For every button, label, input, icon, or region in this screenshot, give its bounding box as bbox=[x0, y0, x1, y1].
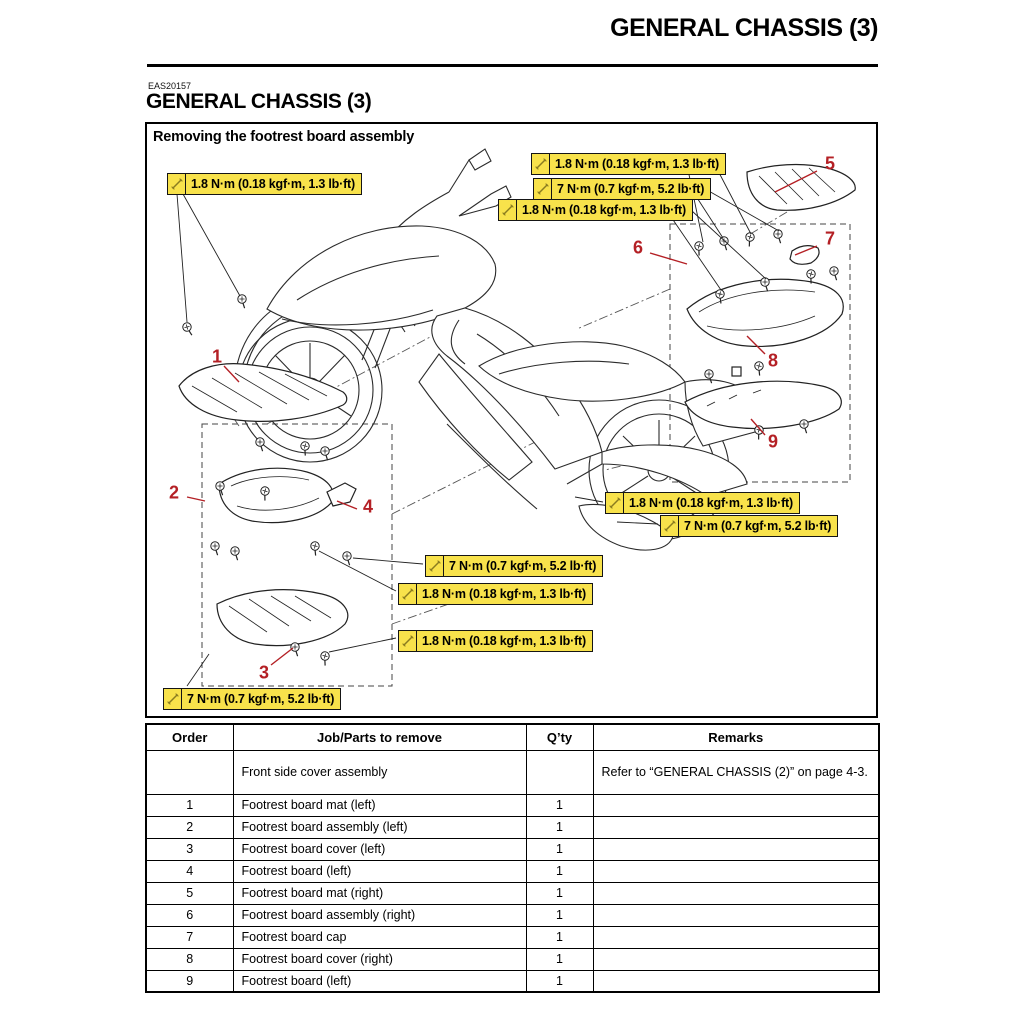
cell-remarks bbox=[593, 948, 879, 970]
cell-qty: 1 bbox=[526, 860, 593, 882]
header-rule bbox=[147, 64, 878, 67]
cell-job: Footrest board assembly (right) bbox=[233, 904, 526, 926]
torque-text: 1.8 N·m (0.18 kgf·m, 1.3 lb·ft) bbox=[191, 177, 355, 191]
table-row bbox=[146, 838, 879, 860]
wrench-icon bbox=[399, 631, 417, 651]
cell-job: Footrest board mat (right) bbox=[233, 882, 526, 904]
table-header-row bbox=[146, 724, 879, 750]
torque-label-2 bbox=[531, 153, 726, 175]
cell-order: 5 bbox=[146, 882, 233, 904]
cell-job: Footrest board cover (left) bbox=[233, 838, 526, 860]
exploded-view-figure bbox=[145, 122, 878, 718]
cell-job: Front side cover assembly bbox=[233, 750, 526, 794]
cell-remarks bbox=[593, 860, 879, 882]
torque-label-1 bbox=[167, 173, 362, 195]
col-header-qty: Q’ty bbox=[526, 724, 593, 750]
torque-text: 7 N·m (0.7 kgf·m, 5.2 lb·ft) bbox=[187, 692, 335, 706]
wrench-icon bbox=[606, 493, 624, 513]
cell-remarks: Refer to “GENERAL CHASSIS (2)” on page 4-3. bbox=[593, 750, 879, 794]
table-row bbox=[146, 794, 879, 816]
table-row bbox=[146, 948, 879, 970]
torque-label-8 bbox=[398, 583, 593, 605]
torque-label-10 bbox=[163, 688, 341, 710]
callout-8: 8 bbox=[767, 350, 779, 371]
cell-remarks bbox=[593, 838, 879, 860]
figure-caption: Removing the footrest board assembly bbox=[153, 129, 415, 145]
cell-job: Footrest board (left) bbox=[233, 970, 526, 992]
table-row bbox=[146, 904, 879, 926]
torque-label-3 bbox=[533, 178, 711, 200]
callout-5: 5 bbox=[824, 153, 836, 174]
eas-code: EAS20157 bbox=[148, 81, 192, 91]
callout-4: 4 bbox=[362, 496, 374, 517]
cell-qty: 1 bbox=[526, 816, 593, 838]
cell-job: Footrest board cap bbox=[233, 926, 526, 948]
torque-text: 1.8 N·m (0.18 kgf·m, 1.3 lb·ft) bbox=[422, 587, 586, 601]
wrench-icon bbox=[168, 174, 186, 194]
wrench-icon bbox=[499, 200, 517, 220]
col-header-remarks: Remarks bbox=[593, 724, 879, 750]
table-row bbox=[146, 882, 879, 904]
cell-qty: 1 bbox=[526, 970, 593, 992]
cell-remarks bbox=[593, 926, 879, 948]
cell-remarks bbox=[593, 816, 879, 838]
callout-2: 2 bbox=[168, 482, 180, 503]
callout-3: 3 bbox=[258, 662, 270, 683]
cell-remarks bbox=[593, 882, 879, 904]
cell-order: 1 bbox=[146, 794, 233, 816]
cell-order: 7 bbox=[146, 926, 233, 948]
cell-qty: 1 bbox=[526, 838, 593, 860]
cell-job: Footrest board (left) bbox=[233, 860, 526, 882]
torque-text: 1.8 N·m (0.18 kgf·m, 1.3 lb·ft) bbox=[422, 634, 586, 648]
cell-qty bbox=[526, 750, 593, 794]
cell-order: 9 bbox=[146, 970, 233, 992]
torque-label-4 bbox=[498, 199, 693, 221]
torque-text: 1.8 N·m (0.18 kgf·m, 1.3 lb·ft) bbox=[555, 157, 719, 171]
callout-6: 6 bbox=[632, 237, 644, 258]
torque-label-5 bbox=[605, 492, 800, 514]
torque-label-6 bbox=[660, 515, 838, 537]
cell-job: Footrest board mat (left) bbox=[233, 794, 526, 816]
cell-qty: 1 bbox=[526, 904, 593, 926]
col-header-job: Job/Parts to remove bbox=[233, 724, 526, 750]
cell-remarks bbox=[593, 904, 879, 926]
torque-label-7 bbox=[425, 555, 603, 577]
table-row bbox=[146, 750, 879, 794]
torque-text: 7 N·m (0.7 kgf·m, 5.2 lb·ft) bbox=[449, 559, 597, 573]
torque-label-9 bbox=[398, 630, 593, 652]
cell-order bbox=[146, 750, 233, 794]
cell-order: 2 bbox=[146, 816, 233, 838]
wrench-icon bbox=[426, 556, 444, 576]
cell-qty: 1 bbox=[526, 948, 593, 970]
cell-qty: 1 bbox=[526, 926, 593, 948]
cell-order: 3 bbox=[146, 838, 233, 860]
table-row bbox=[146, 926, 879, 948]
col-header-order: Order bbox=[146, 724, 233, 750]
callout-7: 7 bbox=[824, 228, 836, 249]
cell-remarks bbox=[593, 794, 879, 816]
table-row bbox=[146, 816, 879, 838]
wrench-icon bbox=[399, 584, 417, 604]
cell-qty: 1 bbox=[526, 882, 593, 904]
cell-remarks bbox=[593, 970, 879, 992]
callout-1: 1 bbox=[211, 346, 223, 367]
parts-table bbox=[145, 723, 880, 993]
wrench-icon bbox=[661, 516, 679, 536]
cell-qty: 1 bbox=[526, 794, 593, 816]
table-row bbox=[146, 970, 879, 992]
wrench-icon bbox=[532, 154, 550, 174]
callout-9: 9 bbox=[767, 431, 779, 452]
table-row bbox=[146, 860, 879, 882]
cell-job: Footrest board assembly (left) bbox=[233, 816, 526, 838]
cell-job: Footrest board cover (right) bbox=[233, 948, 526, 970]
torque-text: 1.8 N·m (0.18 kgf·m, 1.3 lb·ft) bbox=[629, 496, 793, 510]
cell-order: 4 bbox=[146, 860, 233, 882]
cell-order: 6 bbox=[146, 904, 233, 926]
cell-order: 8 bbox=[146, 948, 233, 970]
wrench-icon bbox=[164, 689, 182, 709]
torque-text: 7 N·m (0.7 kgf·m, 5.2 lb·ft) bbox=[684, 519, 832, 533]
page-header-title: GENERAL CHASSIS (3) bbox=[610, 14, 878, 42]
torque-text: 1.8 N·m (0.18 kgf·m, 1.3 lb·ft) bbox=[522, 203, 686, 217]
torque-text: 7 N·m (0.7 kgf·m, 5.2 lb·ft) bbox=[557, 182, 705, 196]
section-title: GENERAL CHASSIS (3) bbox=[146, 90, 372, 113]
wrench-icon bbox=[534, 179, 552, 199]
